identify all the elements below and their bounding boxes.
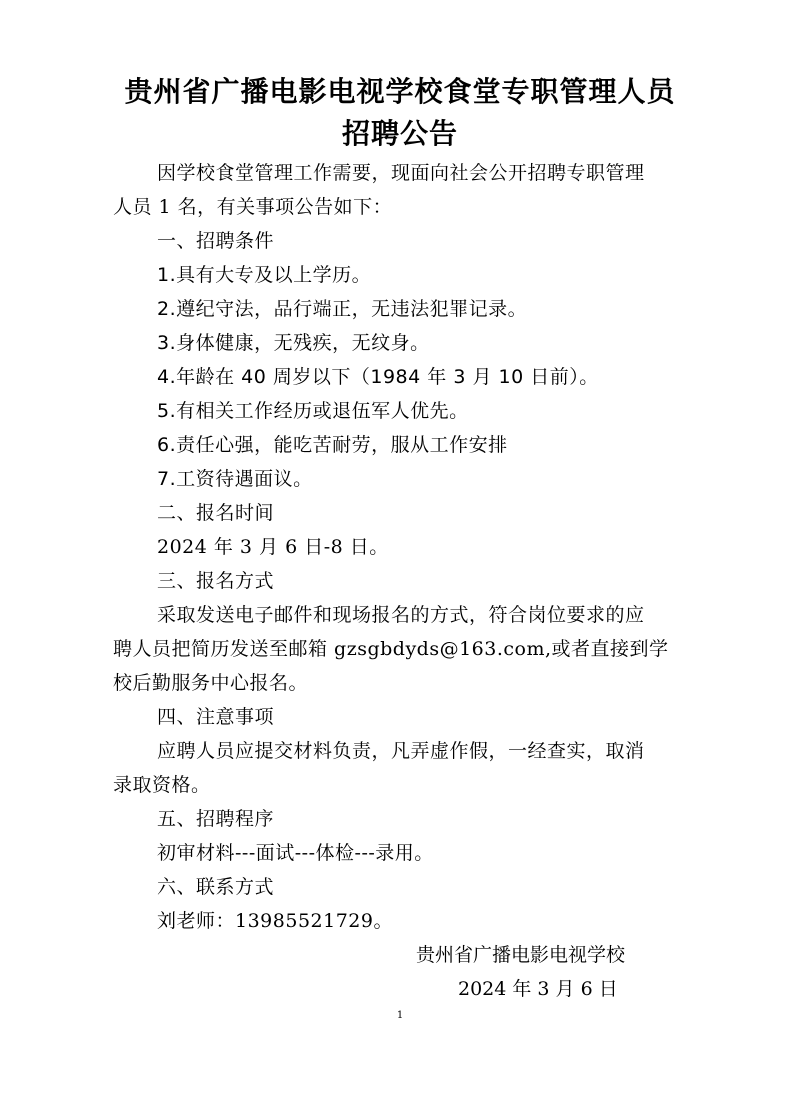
document-title-line2: 招聘公告 bbox=[341, 117, 458, 150]
signature-date: 2024 年 3 月 6 日 bbox=[458, 978, 618, 1000]
intro-paragraph-line2: 人员 1 名，有关事项公告如下： bbox=[113, 196, 393, 218]
section-heading-registration-method: 三、报名方式 bbox=[157, 570, 275, 592]
notice-paragraph-line2: 录取资格。 bbox=[113, 774, 211, 796]
contact-text: 刘老师：13985521729。 bbox=[157, 910, 393, 932]
condition-item: 2.遵纪守法，品行端正，无违法犯罪记录。 bbox=[157, 298, 528, 320]
section-heading-registration-time: 二、报名时间 bbox=[157, 502, 275, 524]
page-number: 1 bbox=[396, 1010, 404, 1021]
registration-time-text: 2024 年 3 月 6 日-8 日。 bbox=[157, 536, 389, 558]
procedure-text: 初审材料---面试---体检---录用。 bbox=[157, 842, 434, 864]
document-title-line1: 贵州省广播电影电视学校食堂专职管理人员 bbox=[124, 75, 676, 108]
condition-item: 1.具有大专及以上学历。 bbox=[157, 264, 372, 286]
method-paragraph-line2: 聘人员把简历发送至邮箱 gzsgbdyds@163.com,或者直接到学 bbox=[113, 638, 669, 660]
section-heading-contact: 六、联系方式 bbox=[157, 876, 275, 898]
section-heading-procedure: 五、招聘程序 bbox=[157, 808, 275, 830]
method-paragraph-line3: 校后勤服务中心报名。 bbox=[113, 672, 309, 694]
section-heading-conditions: 一、招聘条件 bbox=[157, 230, 275, 252]
condition-item: 3.身体健康，无残疾，无纹身。 bbox=[157, 332, 430, 354]
intro-paragraph-line1: 因学校食堂管理工作需要，现面向社会公开招聘专职管理 bbox=[157, 162, 645, 184]
method-paragraph-line1: 采取发送电子邮件和现场报名的方式，符合岗位要求的应 bbox=[157, 604, 645, 626]
section-heading-notice: 四、注意事项 bbox=[157, 706, 275, 728]
condition-item: 6.责任心强，能吃苦耐劳，服从工作安排 bbox=[157, 434, 508, 456]
condition-item: 5.有相关工作经历或退伍军人优先。 bbox=[157, 400, 469, 422]
signature-organization: 贵州省广播电影电视学校 bbox=[416, 944, 626, 966]
condition-item: 4.年龄在 40 周岁以下（1984 年 3 月 10 日前）。 bbox=[157, 366, 599, 388]
condition-item: 7.工资待遇面议。 bbox=[157, 468, 313, 490]
notice-paragraph-line1: 应聘人员应提交材料负责，凡弄虚作假，一经查实，取消 bbox=[157, 740, 645, 762]
